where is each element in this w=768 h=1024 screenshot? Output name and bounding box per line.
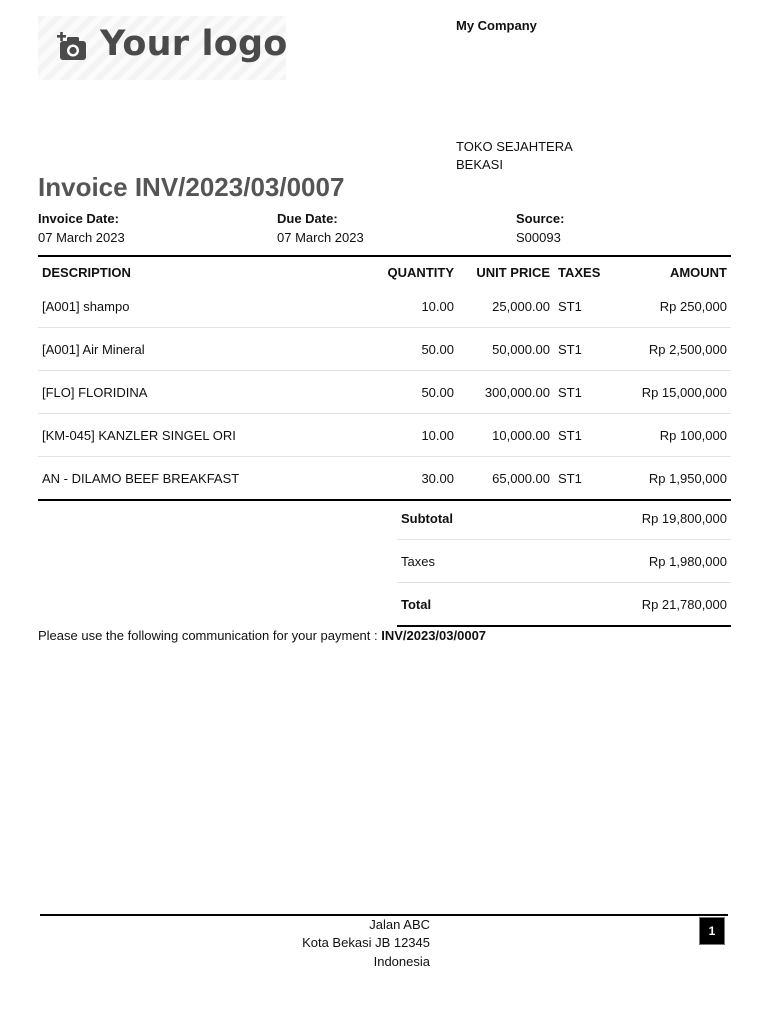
line-quantity: 30.00 — [368, 457, 458, 501]
line-description: [A001] shampo — [38, 285, 368, 328]
line-unit-price: 25,000.00 — [458, 285, 554, 328]
line-amount: Rp 15,000,000 — [614, 371, 731, 414]
line-unit-price: 300,000.00 — [458, 371, 554, 414]
line-quantity: 50.00 — [368, 328, 458, 371]
line-unit-price: 10,000.00 — [458, 414, 554, 457]
total-label: Total — [397, 583, 528, 627]
taxes-row — [397, 540, 731, 583]
customer-name: TOKO SEJAHTERA — [456, 139, 573, 154]
customer-city: BEKASI — [456, 157, 503, 172]
line-amount: Rp 250,000 — [614, 285, 731, 328]
logo-text: Your logo — [100, 24, 288, 64]
line-unit-price: 50,000.00 — [458, 328, 554, 371]
table-row — [38, 371, 731, 414]
footer-address-city: Kota Bekasi JB 12345 — [302, 935, 430, 950]
camera-plus-icon — [56, 32, 88, 62]
column-header-quantity: QUANTITY — [368, 256, 458, 285]
totals-table — [397, 497, 731, 627]
column-header-amount: AMOUNT — [614, 256, 731, 285]
line-taxes: ST1 — [554, 457, 614, 501]
line-taxes: ST1 — [554, 371, 614, 414]
line-quantity: 50.00 — [368, 371, 458, 414]
subtotal-row — [397, 497, 731, 540]
footer-address-country: Indonesia — [373, 954, 430, 969]
column-header-description: DESCRIPTION — [38, 256, 368, 285]
line-description: AN - DILAMO BEEF BREAKFAST — [38, 457, 368, 501]
total-value: Rp 21,780,000 — [528, 583, 731, 627]
subtotal-value: Rp 19,800,000 — [528, 497, 731, 540]
table-row — [38, 414, 731, 457]
subtotal-label: Subtotal — [397, 497, 528, 540]
column-header-unit-price: UNIT PRICE — [458, 256, 554, 285]
line-description: [FLO] FLORIDINA — [38, 371, 368, 414]
invoice-lines-table — [38, 255, 731, 501]
table-row — [38, 328, 731, 371]
line-taxes: ST1 — [554, 285, 614, 328]
line-unit-price: 65,000.00 — [458, 457, 554, 501]
column-header-taxes: TAXES — [554, 256, 614, 285]
line-quantity: 10.00 — [368, 285, 458, 328]
table-header-row — [38, 256, 731, 285]
line-amount: Rp 100,000 — [614, 414, 731, 457]
taxes-label: Taxes — [397, 540, 528, 583]
page-number: 1 — [700, 918, 724, 944]
payment-reference: INV/2023/03/0007 — [381, 628, 487, 643]
line-taxes: ST1 — [554, 414, 614, 457]
source-label: Source: — [516, 211, 565, 226]
invoice-title: Invoice INV/2023/03/0007 — [38, 172, 345, 202]
invoice-date-value: 07 March 2023 — [38, 230, 125, 245]
company-name: My Company — [456, 18, 537, 33]
due-date-value: 07 March 2023 — [277, 230, 364, 245]
table-row — [38, 285, 731, 328]
line-description: [KM-045] KANZLER SINGEL ORI — [38, 414, 368, 457]
line-description: [A001] Air Mineral — [38, 328, 368, 371]
line-quantity: 10.00 — [368, 414, 458, 457]
line-taxes: ST1 — [554, 328, 614, 371]
payment-note-text: Please use the following communication for your payment : — [38, 628, 382, 643]
line-amount: Rp 1,950,000 — [614, 457, 731, 501]
invoice-date-label: Invoice Date: — [38, 211, 119, 226]
line-amount: Rp 2,500,000 — [614, 328, 731, 371]
footer-divider — [40, 914, 728, 916]
due-date-label: Due Date: — [277, 211, 338, 226]
total-row — [397, 583, 731, 627]
table-row — [38, 457, 731, 501]
source-value: S00093 — [516, 230, 561, 245]
payment-communication — [38, 628, 486, 643]
taxes-value: Rp 1,980,000 — [528, 540, 731, 583]
footer-address-street: Jalan ABC — [369, 917, 430, 932]
